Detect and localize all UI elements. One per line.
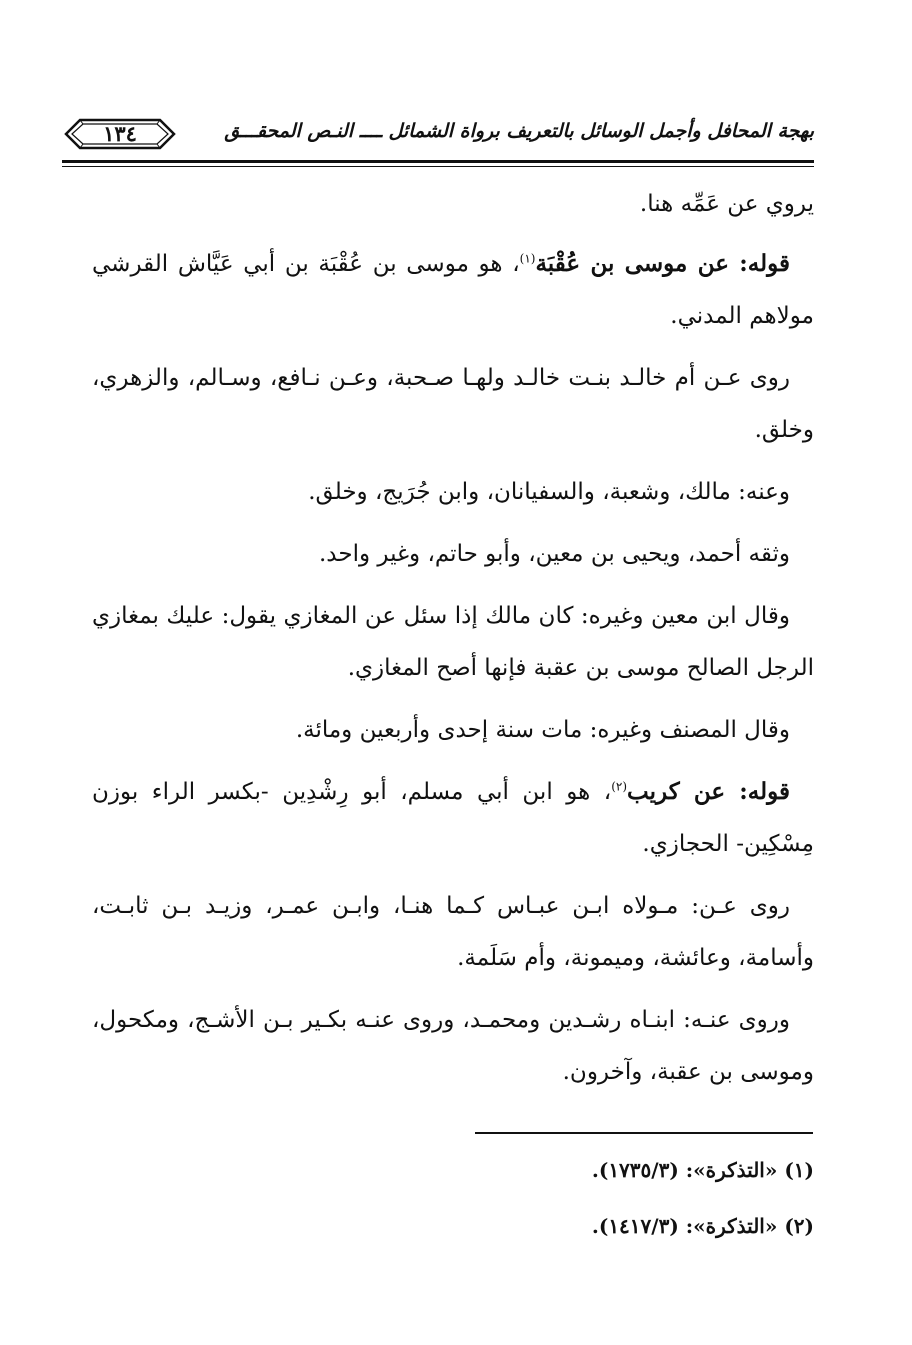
paragraph-musa-ibn-uqba <box>92 238 814 342</box>
footnotes <box>300 1142 814 1254</box>
header-rule-thin <box>62 166 814 167</box>
page-number: ١٣٤ <box>103 121 137 146</box>
footnote-ref-1[interactable]: (١) <box>519 251 536 266</box>
footnote-1: (١) «التذكرة»: (١٧٣٥/٣). <box>591 1158 814 1182</box>
paragraph-death-year: وقال المصنف وغيره: مات سنة إحدى وأربعين ومائة. <box>295 717 790 743</box>
paragraph-kurayb-narrated-from: روى عـن: مـولاه ابـن عبـاس كـما هنـا، وابـن عمـر، وزيـد بـن ثابـت، وأسامة، وعائشة، وميمونة، وأم سَلَمة. <box>92 893 814 971</box>
header-rule-thick <box>62 160 814 163</box>
paragraph-narrators-from-him: وعنه: مالك، وشعبة، والسفيانان، وابن جُرَيج، وخلق. <box>308 479 790 505</box>
paragraph-kurayb-narrators: وروى عنـه: ابنـاه رشـدين ومحمـد، وروى عنـه بكـير بـن الأشـج، ومكحول، وموسى بن عقبة، وآخرون. <box>92 1007 814 1085</box>
main-text <box>92 178 814 1108</box>
paragraph-narrated-from: روى عـن أم خالـد بنـت خالـد ولهـا صـحبة، وعـن نـافع، وسـالم، والزهري، وخلق. <box>92 365 814 443</box>
running-title: بهجة المحافل وأجمل الوسائل بالتعريف برواة الشمائل ــــ النـص المحقـــق <box>224 120 814 142</box>
entry-text: ، هو ابن أبي مسلم، أبو رِشْدِين -بكسر الراء بوزن مِسْكِين- الحجازي. <box>92 779 814 857</box>
paragraph-continuation: يروي عن عَمِّه هنا. <box>639 191 814 217</box>
paragraph-authentication: وثقه أحمد، ويحيى بن معين، وأبو حاتم، وغير واحد. <box>318 541 790 567</box>
entry-heading: قوله: عن موسى بن عُقْبَة <box>535 250 790 277</box>
footnote-2: (٢) «التذكرة»: (١٤١٧/٣). <box>591 1214 814 1238</box>
page-number-badge <box>62 114 178 154</box>
paragraph-ibn-main-quote: وقال ابن معين وغيره: كان مالك إذا سئل عن المغازي يقول: عليك بمغازي الرجل الصالح موسى بن عقبة فإنها أصح المغازي. <box>92 603 814 681</box>
running-header <box>62 112 814 162</box>
footnote-separator <box>475 1132 813 1134</box>
entry-heading: قوله: عن كريب <box>627 778 790 805</box>
footnote-ref-2[interactable]: (٢) <box>611 779 628 794</box>
entry-text: ، هو موسى بن عُقْبَة بن أبي عَيَّاش القرشي مولاهم المدني. <box>92 251 814 329</box>
paragraph-kurayb <box>92 766 814 870</box>
